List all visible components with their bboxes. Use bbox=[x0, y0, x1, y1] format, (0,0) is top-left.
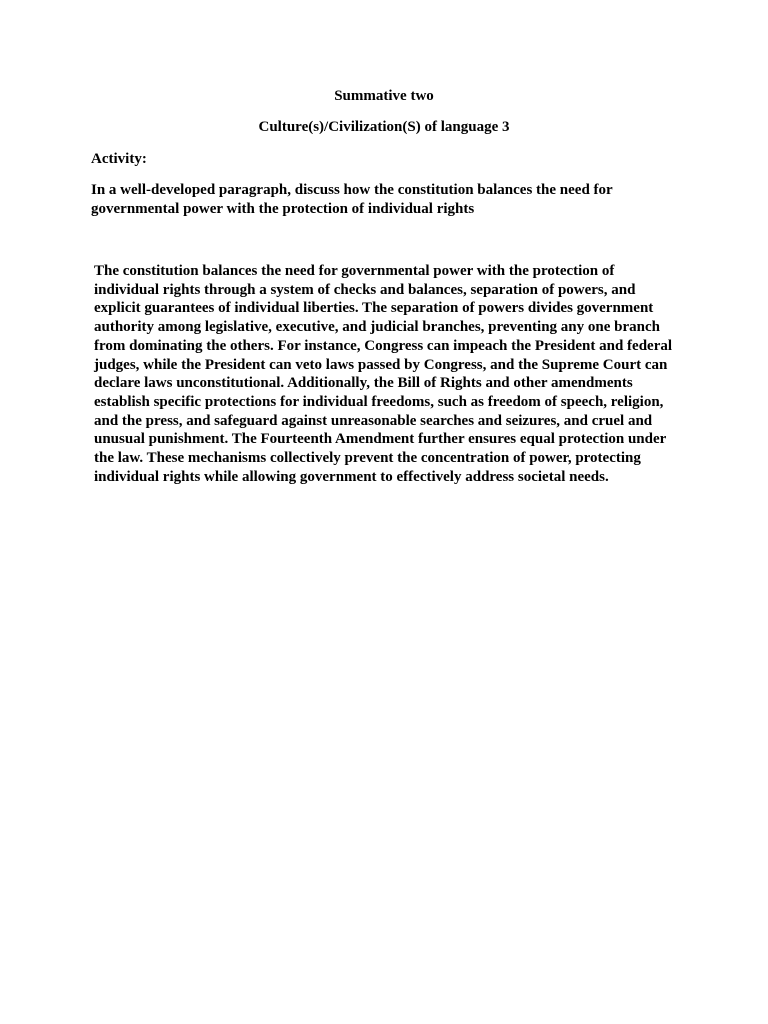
activity-label: Activity: bbox=[91, 151, 147, 167]
answer-paragraph: The constitution balances the need for governmental power with the protection of individual rights through a system of checks and balances, separation of powers, and explicit guarantees of individual liberties. The separation of powers divides government authority among legislative, executive, and judicial branches, preventing any one branch from dominating the others. For instance, Congress can impeach the President and federal judges, while the President can veto laws passed by Congress, and the Supreme Court can declare laws unconstitutional. Additionally, the Bill of Rights and other amendments establish specific protections for individual freedoms, such as freedom of speech, religion, and the press, and safeguard against unreasonable searches and seizures, and cruel and unusual punishment. The Fourteenth Amendment further ensures equal protection under the law. These mechanisms collectively prevent the concentration of power, protecting individual rights while allowing government to effectively address societal needs. bbox=[94, 263, 673, 485]
document-subtitle: Culture(s)/Civilization(S) of language 3 bbox=[258, 119, 510, 135]
activity-prompt: In a well-developed paragraph, discuss how the constitution balances the need for governmental power with the protection of individual rights bbox=[91, 182, 613, 217]
document-title: Summative two bbox=[334, 88, 434, 104]
